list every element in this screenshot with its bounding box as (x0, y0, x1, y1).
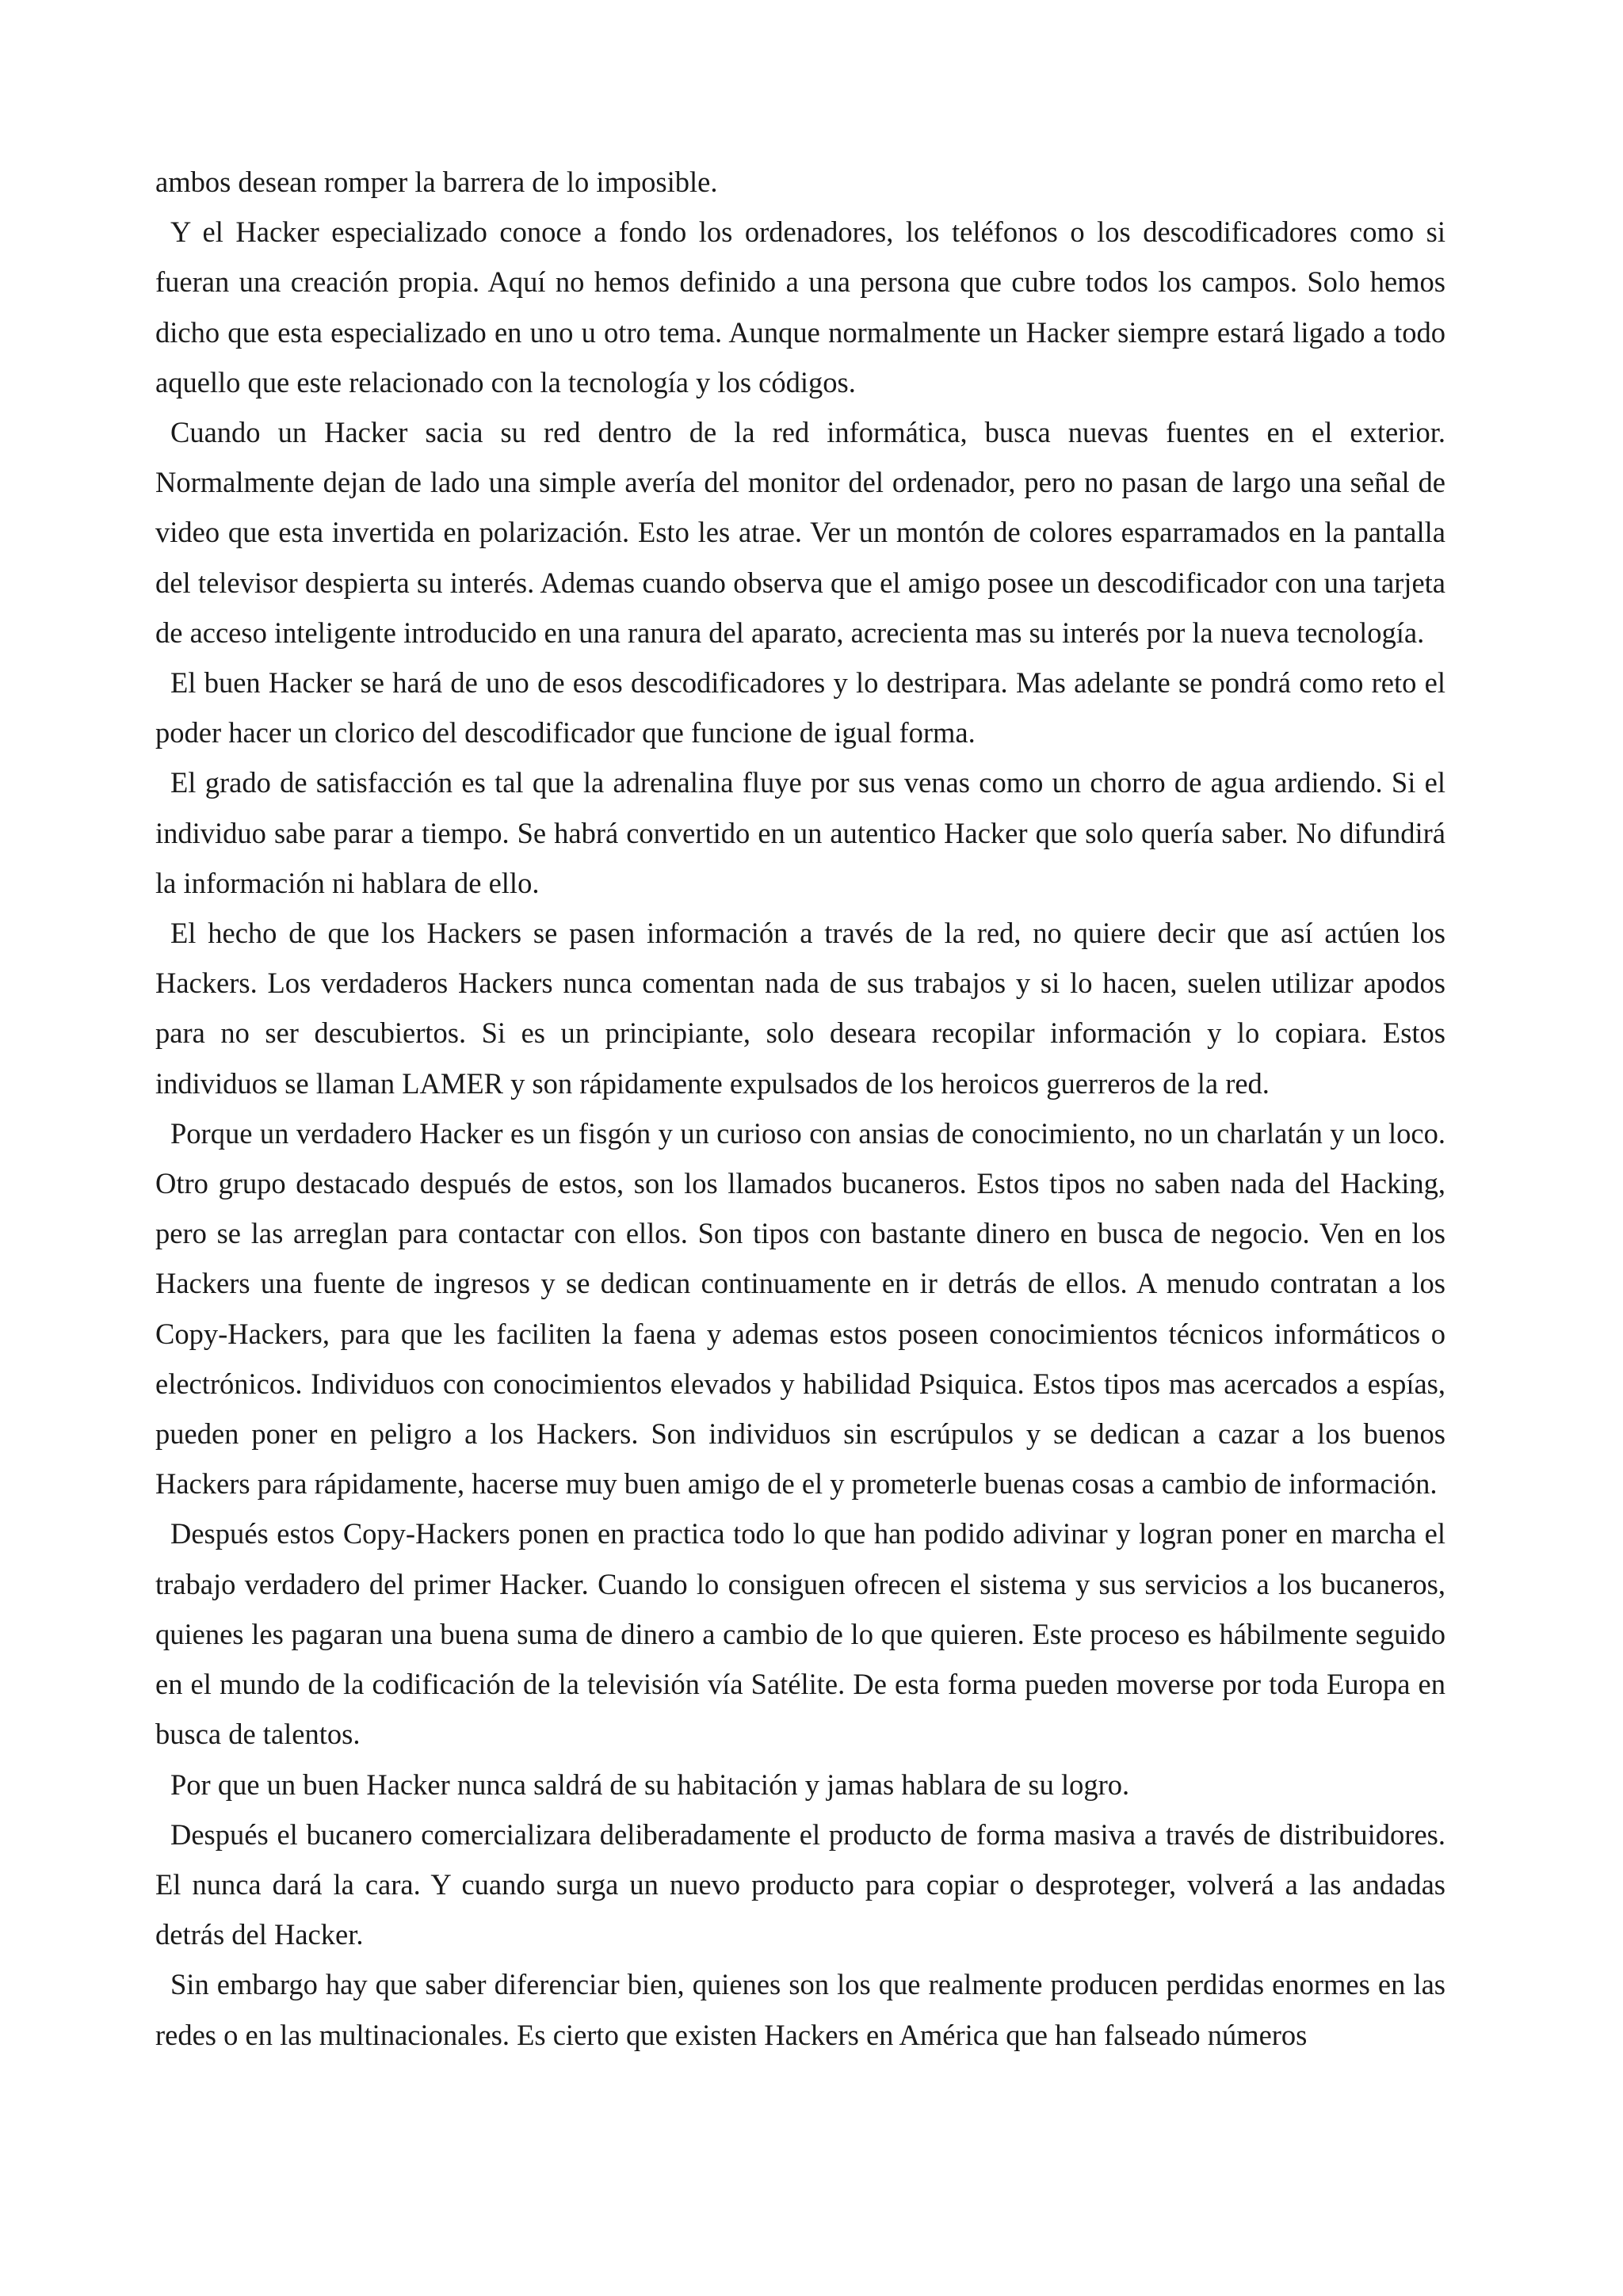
paragraph: El buen Hacker se hará de uno de esos descodificadores y lo destripara. Mas adelante se pondrá como reto el poder hacer un clorico del descodificador que funcione de igual forma. (155, 666, 1445, 749)
paragraph: Y el Hacker especializado conoce a fondo los ordenadores, los teléfonos o los descodificadores como si fueran una creación propia. Aquí no hemos definido a una persona que cubre todos los campos. Solo hemos dicho que esta especializado en uno u otro tema. Aunque normalmente un Hacker siempre estará ligado a todo aquello que este relacionado con la tecnología y los códigos. (155, 215, 1445, 399)
paragraph: Por que un buen Hacker nunca saldrá de su habitación y jamas hablara de su logro. (170, 1768, 1130, 1801)
paragraph: ambos desean romper la barrera de lo imposible. (155, 166, 718, 198)
paragraph: Después el bucanero comercializara deliberadamente el producto de forma masiva a través de distribuidores. El nunca dará la cara. Y cuando surga un nuevo producto para copiar o desproteger, volverá a las andadas detrás del Hacker. (155, 1817, 1445, 1951)
paragraph: Sin embargo hay que saber diferenciar bien, quienes son los que realmente producen perdidas enormes en las redes o en las multinacionales. Es cierto que existen Hackers en América que han falseado números (155, 1968, 1445, 2051)
paragraph: Porque un verdadero Hacker es un fisgón y un curioso con ansias de conocimiento, no un charlatán y un loco. Otro grupo destacado después de estos, son los llamados bucaneros. Estos tipos no saben nada del Hacking, pero se las arreglan para contactar con ellos. Son tipos con bastante dinero en busca de negocio. Ven en los Hackers una fuente de ingresos y se dedican continuamente en ir detrás de ellos. A menudo contratan a los Copy-Hackers, para que les faciliten la faena y ademas estos poseen conocimientos técnicos informáticos o electrónicos. Individuos con conocimientos elevados y habilidad Psiquica. Estos tipos mas acercados a espías, pueden poner en peligro a los Hackers. Son individuos sin escrúpulos y se dedican a cazar a los buenos Hackers para rápidamente, hacerse muy buen amigo de el y prometerle buenas cosas a cambio de información. (155, 1116, 1445, 1501)
paragraph: El grado de satisfacción es tal que la adrenalina fluye por sus venas como un chorro de agua ardiendo. Si el individuo sabe parar a tiempo. Se habrá convertido en un autentico Hacker que solo quería saber. No difundirá la información ni hablara de ello. (155, 766, 1445, 899)
paragraph: Cuando un Hacker sacia su red dentro de la red informática, busca nuevas fuentes en el exterior. Normalmente dejan de lado una simple avería del monitor del ordenador, pero no pasan de largo una señal de video que esta invertida en polarización. Esto les atrae. Ver un montón de colores esparramados en la pantalla del televisor despierta su interés. Ademas cuando observa que el amigo posee un descodificador con una tarjeta de acceso inteligente introducido en una ranura del aparato, acrecienta mas su interés por la nueva tecnología. (155, 416, 1445, 649)
paragraph: Después estos Copy-Hackers ponen en practica todo lo que han podido adivinar y logran poner en marcha el trabajo verdadero del primer Hacker. Cuando lo consiguen ofrecen el sistema y sus servicios a los bucaneros, quienes les pagaran una buena suma de dinero a cambio de lo que quieren. Este proceso es hábilmente seguido en el mundo de la codificación de la televisión vía Satélite. De esta forma pueden moverse por toda Europa en busca de talentos. (155, 1517, 1445, 1751)
document-page (155, 157, 1445, 2060)
paragraph: El hecho de que los Hackers se pasen información a través de la red, no quiere decir que así actúen los Hackers. Los verdaderos Hackers nunca comentan nada de sus trabajos y si lo hacen, suelen utilizar apodos para no ser descubiertos. Si es un principiante, solo deseara recopilar información y lo copiara. Estos individuos se llaman LAMER y son rápidamente expulsados de los heroicos guerreros de la red. (155, 917, 1445, 1100)
